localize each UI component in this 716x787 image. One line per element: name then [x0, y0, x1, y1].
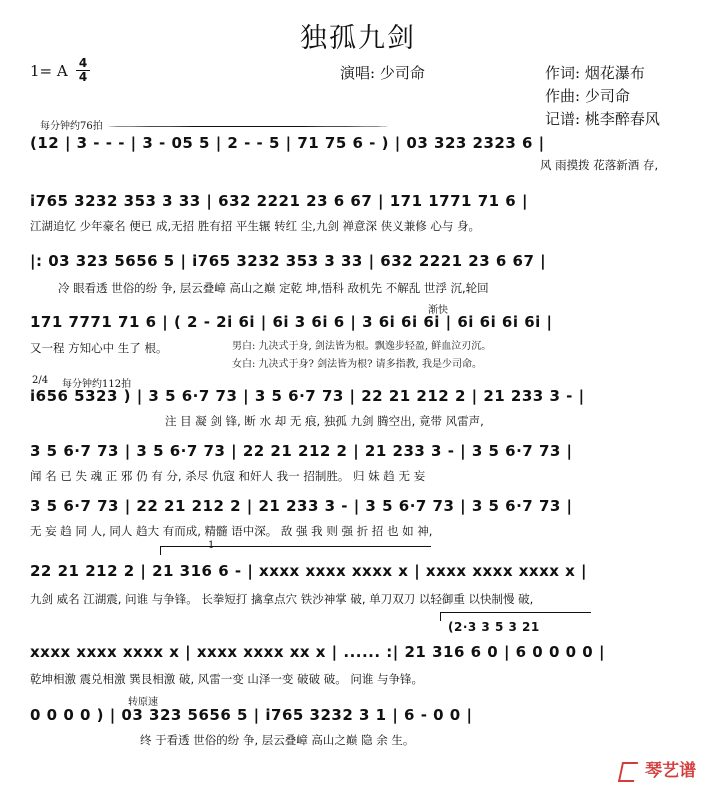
- notation-row-9: xxxx xxxx xxxx x | xxxx xxxx xx x | ...... :| 21 316 6 0 | 6 0 0 0 0 |: [30, 643, 605, 661]
- logo-text: 琴艺谱: [645, 761, 697, 781]
- tempo-return-marking: 转原速: [128, 697, 158, 708]
- notation-row-8: 22 21 212 2 | 21 316 6 - | xxxx xxxx xxxx x | xxxx xxxx xxxx x |: [30, 562, 588, 580]
- notation-row-1: (12 | 3 - - - | 3 - 05 5 | 2 - - 5 | 71 75 6 - ) | 03 323 2323 6 |: [30, 134, 545, 152]
- logo-mark-icon: [618, 762, 638, 782]
- time-sig-bottom: 4: [78, 70, 88, 84]
- lyric-row-3: 冷 眼看透 世俗的纷 争, 层云叠嶂 高山之巅 定乾 坤,悟科 敌机先 不解乱 世浮 沉,轮回: [58, 281, 489, 295]
- tempo-change-signature: 2/4: [32, 375, 49, 386]
- tempo-marking: 每分钟约76拍: [40, 121, 103, 132]
- lyric-row-5: 注 目 凝 剑 锋, 断 水 却 无 痕, 独孤 九剑 腾空出, 竟带 风雷声,: [165, 414, 484, 428]
- phrase-slur: [108, 126, 388, 127]
- lyric-row-10: 终 于看透 世俗的纷 争, 层云叠嶂 高山之巅 隐 余 生。: [140, 733, 415, 747]
- spoken-line-male: 男白: 九决式于身, 剑法皆为根。飘逸步轻盈, 鲜血泣刃沉。: [232, 341, 492, 352]
- first-ending-bracket: [160, 546, 431, 555]
- page-title: 独孤九剑: [300, 23, 416, 54]
- site-logo: [620, 756, 696, 782]
- notation-row-7: 3 5 6·7 73 | 22 21 212 2 | 21 233 3 - | 3 5 6·7 73 | 3 5 6·7 73 |: [30, 497, 573, 515]
- notation-row-2: i765 3232 353 3 33 | 632 2221 23 6 67 | 171 1771 71 6 |: [30, 192, 528, 210]
- lyric-row-2: 江湖追忆 少年豪名 便已 成,无招 胜有招 平生辗 转红 尘,九剑 禅意深 侠义兼修 心与 身。: [30, 219, 481, 233]
- lyric-row-1: 风 雨摸拨 花落新酒 存,: [540, 158, 659, 172]
- notation-row-4: 171 7771 71 6 | ( 2 - 2i 6i | 6i 3 6i 6 | 3 6i 6i 6i | 6i 6i 6i 6i |: [30, 313, 553, 331]
- lyric-row-9: 乾坤相激 震兑相激 巽艮相激 破, 风雷一变 山泽一变 破破 破。 问谁 与争锋。: [30, 672, 424, 686]
- notation-row-6: 3 5 6·7 73 | 3 5 6·7 73 | 22 21 212 2 | 21 233 3 - | 3 5 6·7 73 |: [30, 442, 573, 460]
- spoken-line-female: 女白: 九决式于身? 剑法皆为根? 请多指教, 我是少司命。: [232, 359, 482, 370]
- lyric-row-7: 无 妄 趋 同 人, 同人 趋大 有而成, 精髓 语中深。 敌 强 我 则 强 折 招 也 如 神,: [30, 524, 433, 538]
- time-signature: [76, 58, 90, 83]
- accel-marking: 渐快: [428, 305, 448, 316]
- first-ending-number: 1: [208, 540, 215, 551]
- lyric-row-8: 九剑 威名 江湖震, 问谁 与争锋。 长拳短打 擒拿点穴 铁沙神掌 破, 单刀双刀 以轻御重 以快制慢 破,: [30, 592, 534, 606]
- singer-credit: 演唱: 少司命: [340, 64, 425, 82]
- notation-row-5: i656 5323 ) | 3 5 6·7 73 | 3 5 6·7 73 | 22 21 212 2 | 21 233 3 - |: [30, 387, 585, 405]
- lyricist-credit: 作词: 烟花瀑布: [545, 64, 645, 82]
- key-signature: 1= A: [30, 62, 68, 80]
- transcriber-credit: 记谱: 桃李醉春风: [545, 110, 660, 128]
- time-sig-top: 4: [78, 56, 88, 70]
- lyric-row-6: 闻 名 已 失 魂 正 邪 仍 有 分, 杀尽 仇寇 和奸人 我一 招制胜。 归 妹 趋 无 妄: [30, 469, 426, 483]
- tempo-change-marking: 每分钟约112拍: [62, 379, 132, 390]
- second-ending-notes: (2·3 3 5 3 21: [448, 620, 540, 634]
- notation-row-10: 0 0 0 0 ) | 03 323 5656 5 | i765 3232 3 1 | 6 - 0 0 |: [30, 706, 473, 724]
- composer-credit: 作曲: 少司命: [545, 87, 630, 105]
- notation-row-3: |: 03 323 5656 5 | i765 3232 353 3 33 | 632 2221 23 6 67 |: [30, 252, 547, 270]
- lyric-row-4: 又一程 方知心中 生了 根。: [30, 341, 168, 355]
